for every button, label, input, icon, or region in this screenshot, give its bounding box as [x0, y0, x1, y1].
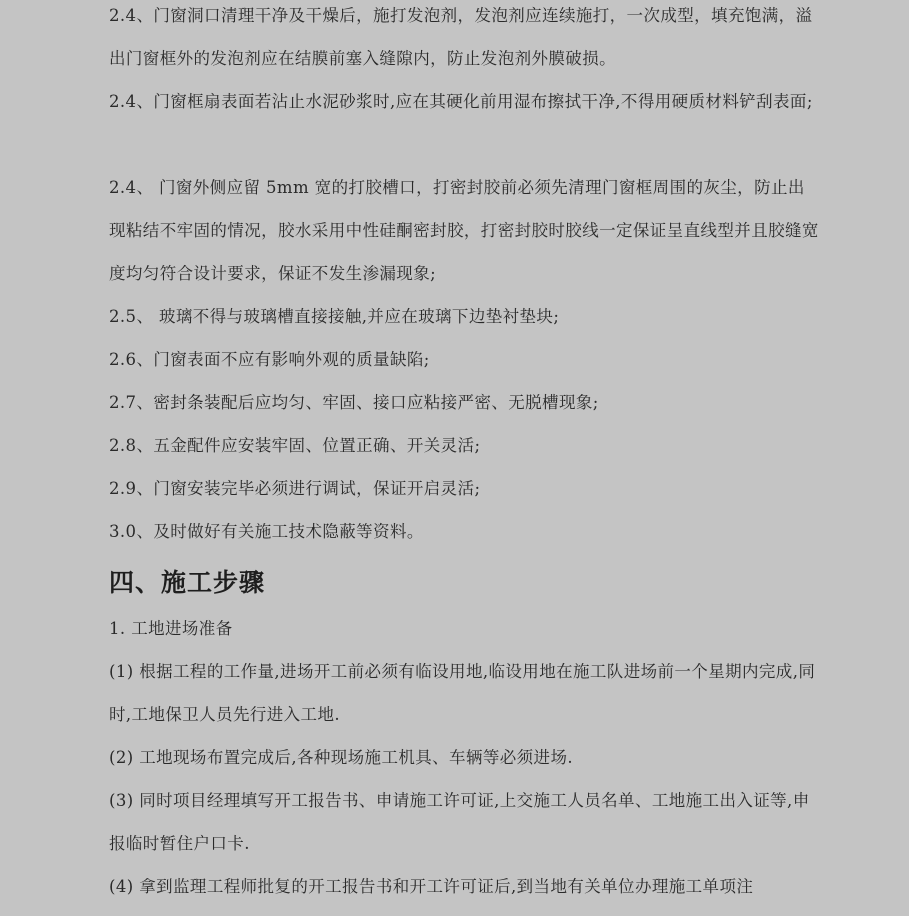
paragraph-2-4-foam: 2.4、门窗洞口清理干净及干燥后，施打发泡剂，发泡剂应连续施打，一次成型，填充饱满，溢出门窗框外的发泡剂应在结膜前塞入缝隙内，防止发泡剂外膜破损。: [109, 6, 813, 68]
step-1-title: 1. 工地进场准备: [109, 619, 233, 638]
paragraph-2-7: 2.7、密封条装配后应均匀、牢固、接口应粘接严密、无脱槽现象;: [109, 393, 599, 412]
paragraph-2-6: 2.6、门窗表面不应有影响外观的质量缺陷;: [109, 350, 430, 369]
paragraph-3-0: 3.0、及时做好有关施工技术隐蔽等资料。: [109, 522, 424, 541]
section-heading: 四、施工步骤: [109, 568, 266, 597]
step-1-item-3: (3) 同时项目经理填写开工报告书、申请施工许可证,上交施工人员名单、工地施工出入证等,申报临时暂住户口卡.: [109, 791, 810, 853]
step-1-item-1: (1) 根据工程的工作量,进场开工前必须有临设用地,临设用地在施工队进场前一个星期内完成,同时,工地保卫人员先行进入工地.: [109, 662, 816, 724]
paragraph-2-5: 2.5、 玻璃不得与玻璃槽直接接触,并应在玻璃下边垫衬垫块;: [109, 307, 560, 326]
paragraph-2-8: 2.8、五金配件应安装牢固、位置正确、开关灵活;: [109, 436, 481, 455]
step-1-item-2: (2) 工地现场布置完成后,各种现场施工机具、车辆等必须进场.: [109, 748, 574, 767]
paragraph-2-9: 2.9、门窗安装完毕必须进行调试，保证开启灵活;: [109, 479, 481, 498]
step-1-item-4: (4) 拿到监理工程师批复的开工报告书和开工许可证后,到当地有关单位办理施工单项注: [109, 877, 754, 896]
paragraph-2-4-cleaning: 2.4、门窗框扇表面若沾止水泥砂浆时,应在其硬化前用湿布擦拭干净,不得用硬质材料铲刮表面;: [109, 92, 813, 111]
paragraph-2-4-sealant: 2.4、 门窗外侧应留 5mm 宽的打胶槽口，打密封胶前必须先清理门窗框周围的灰尘，防止出现粘结不牢固的情况，胶水采用中性硅酮密封胶，打密封胶时胶线一定保证呈直线型并且胶缝宽度均匀符合设计要求，保证不发生渗漏现象;: [109, 178, 819, 283]
